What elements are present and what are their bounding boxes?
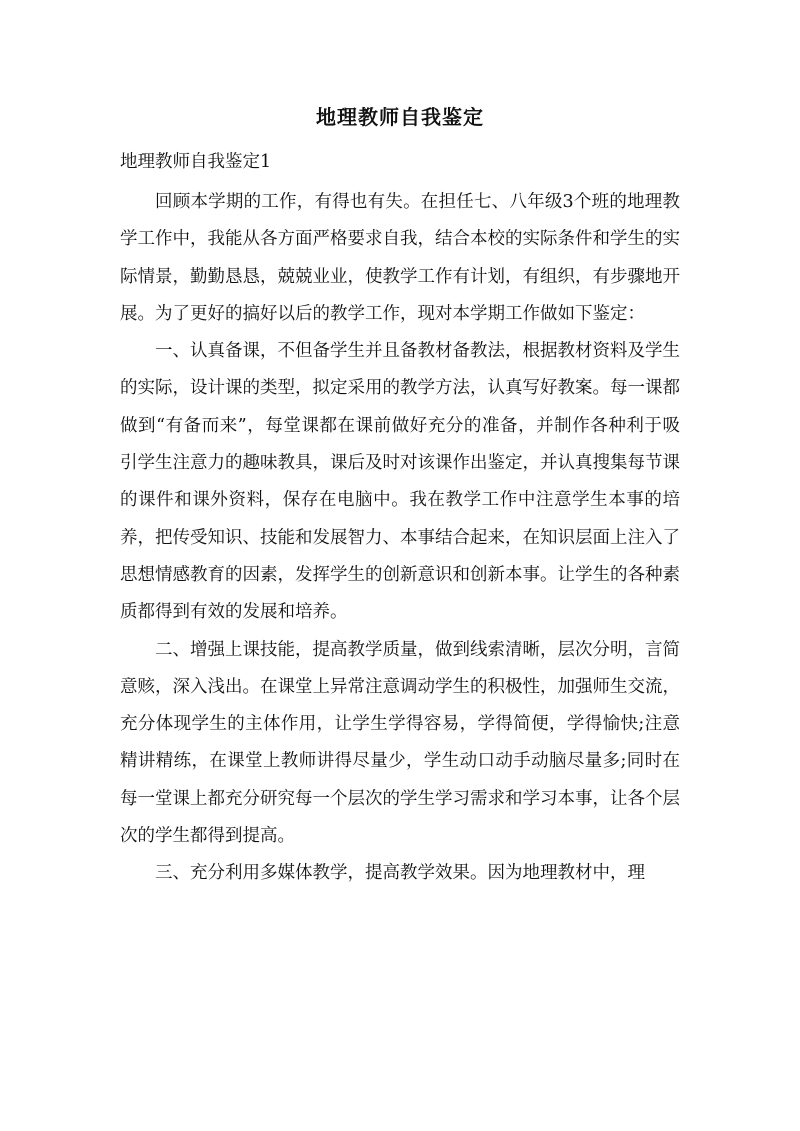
page-title: 地理教师自我鉴定 xyxy=(316,105,484,129)
paragraph-review: 回顾本学期的工作，有得也有失。在担任七、八年级3个班的地理教学工作中，我能从各方面严格要求自我，结合本校的实际条件和学生的实际情景，勤勤恳恳，兢兢业业，使教学工作有计划，有组织，有步骤地开展。为了更好的搞好以后的教学工作，现对本学期工作做如下鉴定： xyxy=(120,192,680,324)
section-subtitle: 地理教师自我鉴定1 xyxy=(120,152,272,172)
paragraph-multimedia: 三、充分利用多媒体教学，提高教学效果。因为地理教材中，理 xyxy=(155,863,645,884)
document-body xyxy=(120,184,680,893)
paragraph-teaching-skills: 二、增强上课技能，提高教学质量，做到线索清晰，层次分明，言简意赅，深入浅出。在课堂上异常注意调动学生的积极性，加强师生交流，充分体现学生的主体作用，让学生学得容易，学得简便，学得愉快;注意精讲精练，在课堂上教师讲得尽量少，学生动口动手动脑尽量多;同时在每一堂课上都充分研究每一个层次的学生学习需求和学习本事，让各个层次的学生都得到提高。 xyxy=(120,639,680,847)
paragraph-lesson-prep: 一、认真备课，不但备学生并且备教材备教法，根据教材资料及学生的实际，设计课的类型，拟定采用的教学方法，认真写好教案。每一课都做到“有备而来”，每堂课都在课前做好充分的准备，并制作各种利于吸引学生注意力的趣味教具，课后及时对该课作出鉴定，并认真搜集每节课的课件和课外资料，保存在电脑中。我在教学工作中注意学生本事的培养，把传受知识、技能和发展智力、本事结合起来，在知识层面上注入了思想情感教育的因素，发挥学生的创新意识和创新本事。让学生的各种素质都得到有效的发展和培养。 xyxy=(120,341,680,623)
